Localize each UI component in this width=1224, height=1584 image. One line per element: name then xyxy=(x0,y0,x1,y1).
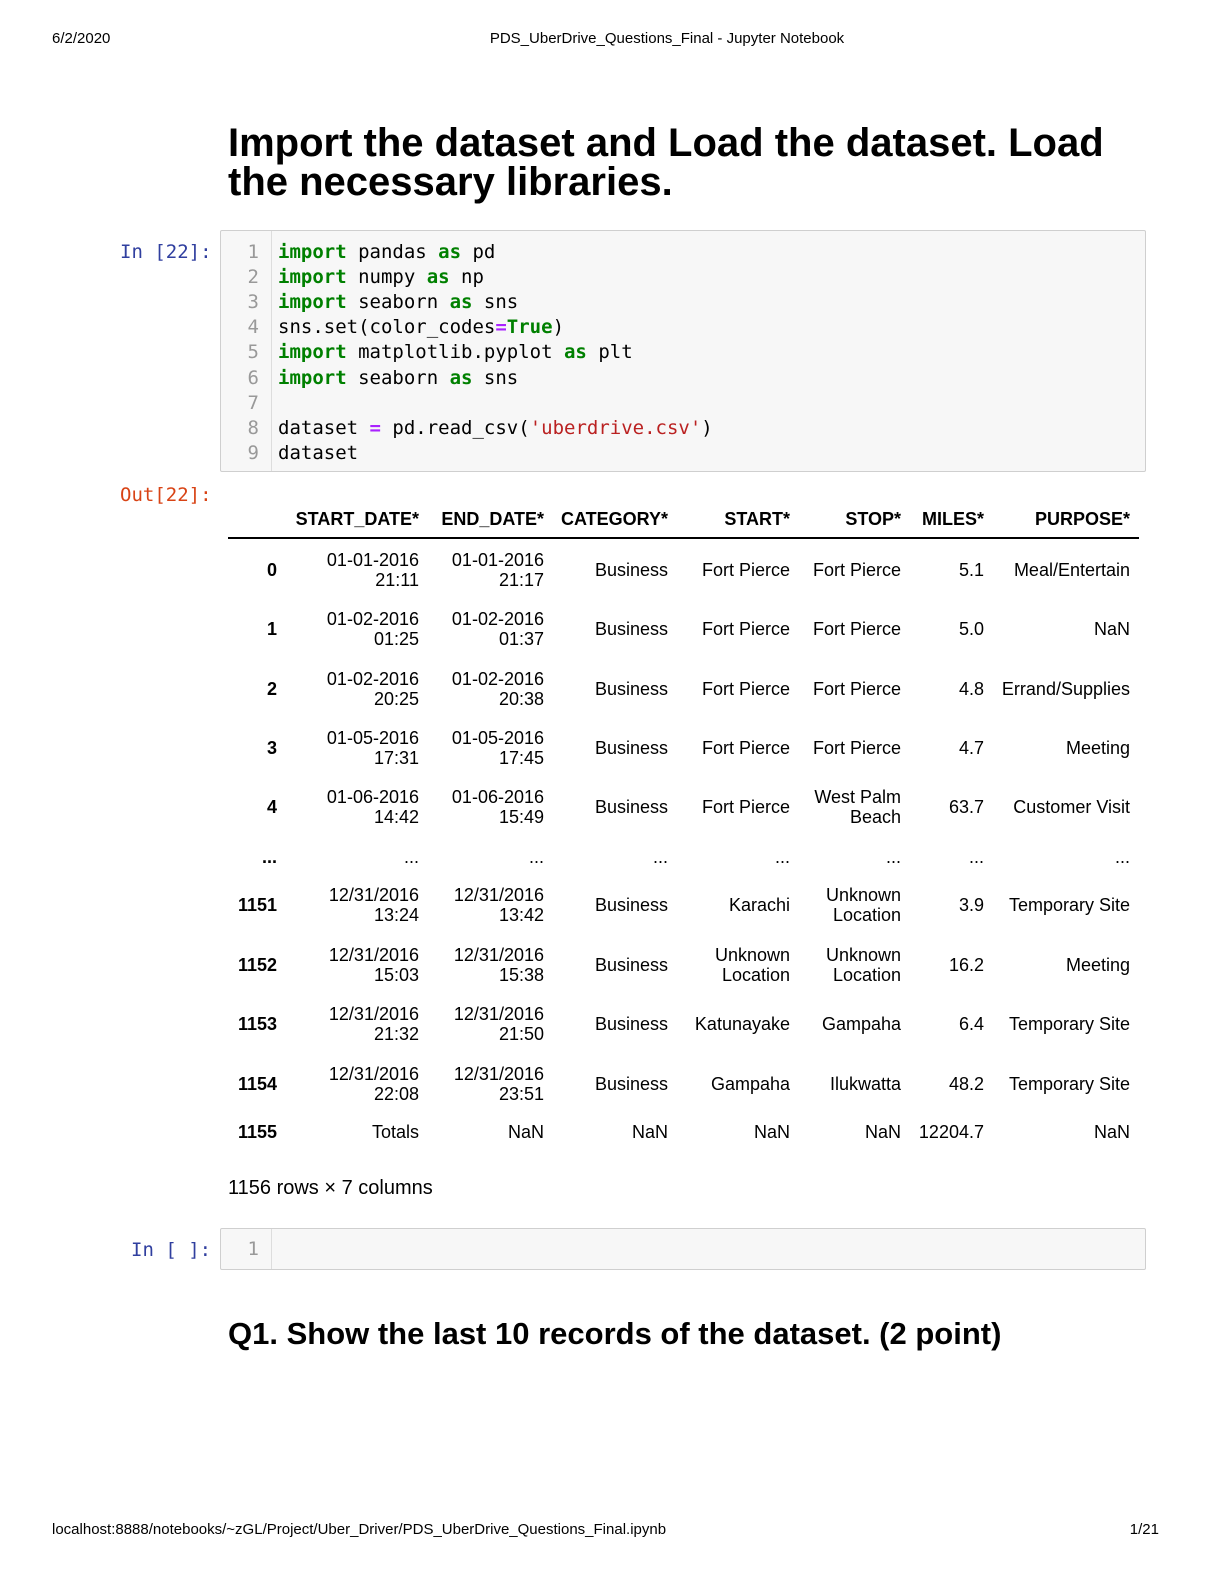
row-index: 1153 xyxy=(237,1014,277,1034)
section-heading: Import the dataset and Load the dataset. Load the necessary libraries. xyxy=(228,121,1104,204)
cell-start: Fort Pierce xyxy=(701,560,790,580)
cell-category: Business xyxy=(594,1014,668,1034)
row-index: 1 xyxy=(266,619,277,639)
cell-start: NaN xyxy=(753,1122,790,1142)
cell-miles: 16.2 xyxy=(948,955,984,975)
header-start: START* xyxy=(724,509,790,529)
row-index: 3 xyxy=(266,738,277,758)
cell-category: Business xyxy=(594,679,668,699)
code-text: dataset xyxy=(278,441,359,464)
cell-start: Katunayake xyxy=(694,1014,790,1034)
cell-start-date: 01-02-2016 20:25 xyxy=(326,669,419,709)
cell-start-date: 12/31/2016 15:03 xyxy=(328,945,419,985)
header-purpose: PURPOSE* xyxy=(1034,509,1130,529)
cell-stop: Ilukwatta xyxy=(829,1074,901,1094)
line-number: 1 xyxy=(247,1238,259,1260)
cell-stop: NaN xyxy=(864,1122,901,1142)
cell-category: Business xyxy=(594,1074,668,1094)
cell-start: Fort Pierce xyxy=(701,679,790,699)
cell-start: Fort Pierce xyxy=(701,797,790,817)
table-header-rule xyxy=(228,537,1139,539)
cell-category: Business xyxy=(594,738,668,758)
cell-purpose: Customer Visit xyxy=(1013,797,1130,817)
header-stop: STOP* xyxy=(845,509,901,529)
cell-start-date: 01-01-2016 21:11 xyxy=(326,550,419,590)
cell-purpose: Temporary Site xyxy=(1008,895,1130,915)
code-line xyxy=(221,240,1141,265)
line-number: 1 xyxy=(247,241,259,263)
cell-start-date: 01-05-2016 17:31 xyxy=(326,728,419,768)
print-page-number: 1/21 xyxy=(1129,1521,1159,1538)
cell-stop: Fort Pierce xyxy=(812,738,901,758)
code-line xyxy=(221,1237,1141,1262)
cell-start: Unknown Location xyxy=(714,945,790,985)
output-prompt: Out[22]: xyxy=(120,484,212,506)
code-text: import numpy as np xyxy=(278,266,484,289)
cell-miles: 12204.7 xyxy=(918,1122,984,1142)
empty-code-cell[interactable] xyxy=(220,1228,1146,1270)
cell-start: Karachi xyxy=(728,895,790,915)
cell-purpose: NaN xyxy=(1093,1122,1130,1142)
cell-stop: Fort Pierce xyxy=(812,679,901,699)
row-index: 1151 xyxy=(237,895,277,915)
code-line xyxy=(221,290,1141,315)
code-line xyxy=(221,366,1141,391)
line-number: 3 xyxy=(247,291,259,314)
cell-start: Fort Pierce xyxy=(701,619,790,639)
cell-purpose: Errand/Supplies xyxy=(1001,679,1130,699)
dataframe-shape: 1156 rows × 7 columns xyxy=(228,1177,433,1199)
cell-stop: Fort Pierce xyxy=(812,560,901,580)
cell-end-date: 12/31/2016 15:38 xyxy=(453,945,544,985)
cell-end-date: 01-02-2016 01:37 xyxy=(451,609,544,649)
row-index: 0 xyxy=(266,560,277,580)
code-line xyxy=(221,340,1141,365)
cell-purpose: NaN xyxy=(1093,619,1130,639)
cell-end-date: ... xyxy=(528,847,544,867)
cell-start: ... xyxy=(774,847,790,867)
cell-miles: 63.7 xyxy=(948,797,984,817)
line-number: 7 xyxy=(247,391,259,414)
cell-start-date: 01-02-2016 01:25 xyxy=(326,609,419,649)
cell-category: Business xyxy=(594,895,668,915)
print-date: 6/2/2020 xyxy=(52,30,111,47)
line-number: 4 xyxy=(247,316,259,339)
code-text: import seaborn as sns xyxy=(278,366,519,389)
header-start-date: START_DATE* xyxy=(295,509,419,529)
cell-category: Business xyxy=(594,955,668,975)
code-text: sns.set(color_codes=True) xyxy=(278,316,565,339)
question-heading: Q1. Show the last 10 records of the dataset. (2 point) xyxy=(228,1316,1002,1351)
cell-start-date: 12/31/2016 22:08 xyxy=(328,1064,419,1104)
cell-miles: ... xyxy=(968,847,984,867)
cell-end-date: 12/31/2016 23:51 xyxy=(453,1064,544,1104)
cell-purpose: Meeting xyxy=(1065,738,1130,758)
cell-miles: 5.1 xyxy=(958,560,984,580)
cell-purpose: ... xyxy=(1114,847,1130,867)
cell-stop: West Palm Beach xyxy=(814,787,901,827)
code-line xyxy=(221,315,1141,340)
row-index: 1152 xyxy=(237,955,277,975)
print-url: localhost:8888/notebooks/~zGL/Project/Uber_Driver/PDS_UberDrive_Questions_Final.ipynb xyxy=(52,1521,667,1538)
code-text: dataset = pd.read_csv('uberdrive.csv') xyxy=(278,416,713,439)
code-text: import matplotlib.pyplot as plt xyxy=(278,341,633,364)
cell-purpose: Meal/Entertain xyxy=(1013,560,1130,580)
cell-purpose: Meeting xyxy=(1065,955,1130,975)
cell-category: Business xyxy=(594,619,668,639)
code-text: import pandas as pd xyxy=(278,241,496,263)
cell-miles: 4.7 xyxy=(958,738,984,758)
cell-end-date: NaN xyxy=(507,1122,544,1142)
cell-purpose: Temporary Site xyxy=(1008,1014,1130,1034)
cell-end-date: 01-05-2016 17:45 xyxy=(451,728,544,768)
line-number: 2 xyxy=(247,266,259,289)
cell-start-date: 01-06-2016 14:42 xyxy=(326,787,419,827)
code-line xyxy=(221,265,1141,290)
line-number: 9 xyxy=(247,441,259,464)
cell-miles: 3.9 xyxy=(958,895,984,915)
cell-end-date: 01-06-2016 15:49 xyxy=(451,787,544,827)
line-number: 5 xyxy=(247,341,259,364)
cell-miles: 5.0 xyxy=(958,619,984,639)
code-cell[interactable] xyxy=(220,230,1146,472)
line-number: 6 xyxy=(247,366,259,389)
cell-category: Business xyxy=(594,560,668,580)
cell-category: ... xyxy=(652,847,668,867)
cell-start-date: ... xyxy=(403,847,419,867)
cell-miles: 4.8 xyxy=(958,679,984,699)
cell-end-date: 12/31/2016 13:42 xyxy=(453,885,544,925)
code-line xyxy=(221,441,1141,466)
header-category: CATEGORY* xyxy=(560,509,668,529)
input-prompt: In [22]: xyxy=(120,241,212,263)
cell-start-date: 12/31/2016 21:32 xyxy=(328,1004,419,1044)
cell-start-date: Totals xyxy=(371,1122,419,1142)
code-text: import seaborn as sns xyxy=(278,291,519,314)
empty-cell-prompt: In [ ]: xyxy=(131,1239,212,1261)
cell-stop: Fort Pierce xyxy=(812,619,901,639)
cell-category: Business xyxy=(594,797,668,817)
row-index: 1155 xyxy=(237,1122,277,1142)
cell-start: Gampaha xyxy=(710,1074,790,1094)
row-index: 4 xyxy=(266,797,277,817)
row-index: 2 xyxy=(266,679,277,699)
row-index: ... xyxy=(261,847,277,867)
header-end-date: END_DATE* xyxy=(441,509,544,529)
cell-stop: Gampaha xyxy=(821,1014,901,1034)
cell-category: NaN xyxy=(631,1122,668,1142)
print-title: PDS_UberDrive_Questions_Final - Jupyter Notebook xyxy=(489,30,845,47)
cell-miles: 48.2 xyxy=(948,1074,984,1094)
cell-stop: Unknown Location xyxy=(825,945,901,985)
header-miles: MILES* xyxy=(921,509,984,529)
cell-miles: 6.4 xyxy=(958,1014,984,1034)
cell-stop: ... xyxy=(885,847,901,867)
cell-end-date: 01-01-2016 21:17 xyxy=(451,550,544,590)
cell-end-date: 12/31/2016 21:50 xyxy=(453,1004,544,1044)
cell-stop: Unknown Location xyxy=(825,885,901,925)
code-line xyxy=(221,391,1141,416)
cell-start: Fort Pierce xyxy=(701,738,790,758)
line-number: 8 xyxy=(247,416,259,439)
row-index: 1154 xyxy=(237,1074,277,1094)
cell-start-date: 12/31/2016 13:24 xyxy=(328,885,419,925)
cell-purpose: Temporary Site xyxy=(1008,1074,1130,1094)
cell-end-date: 01-02-2016 20:38 xyxy=(451,669,544,709)
code-line xyxy=(221,416,1141,441)
